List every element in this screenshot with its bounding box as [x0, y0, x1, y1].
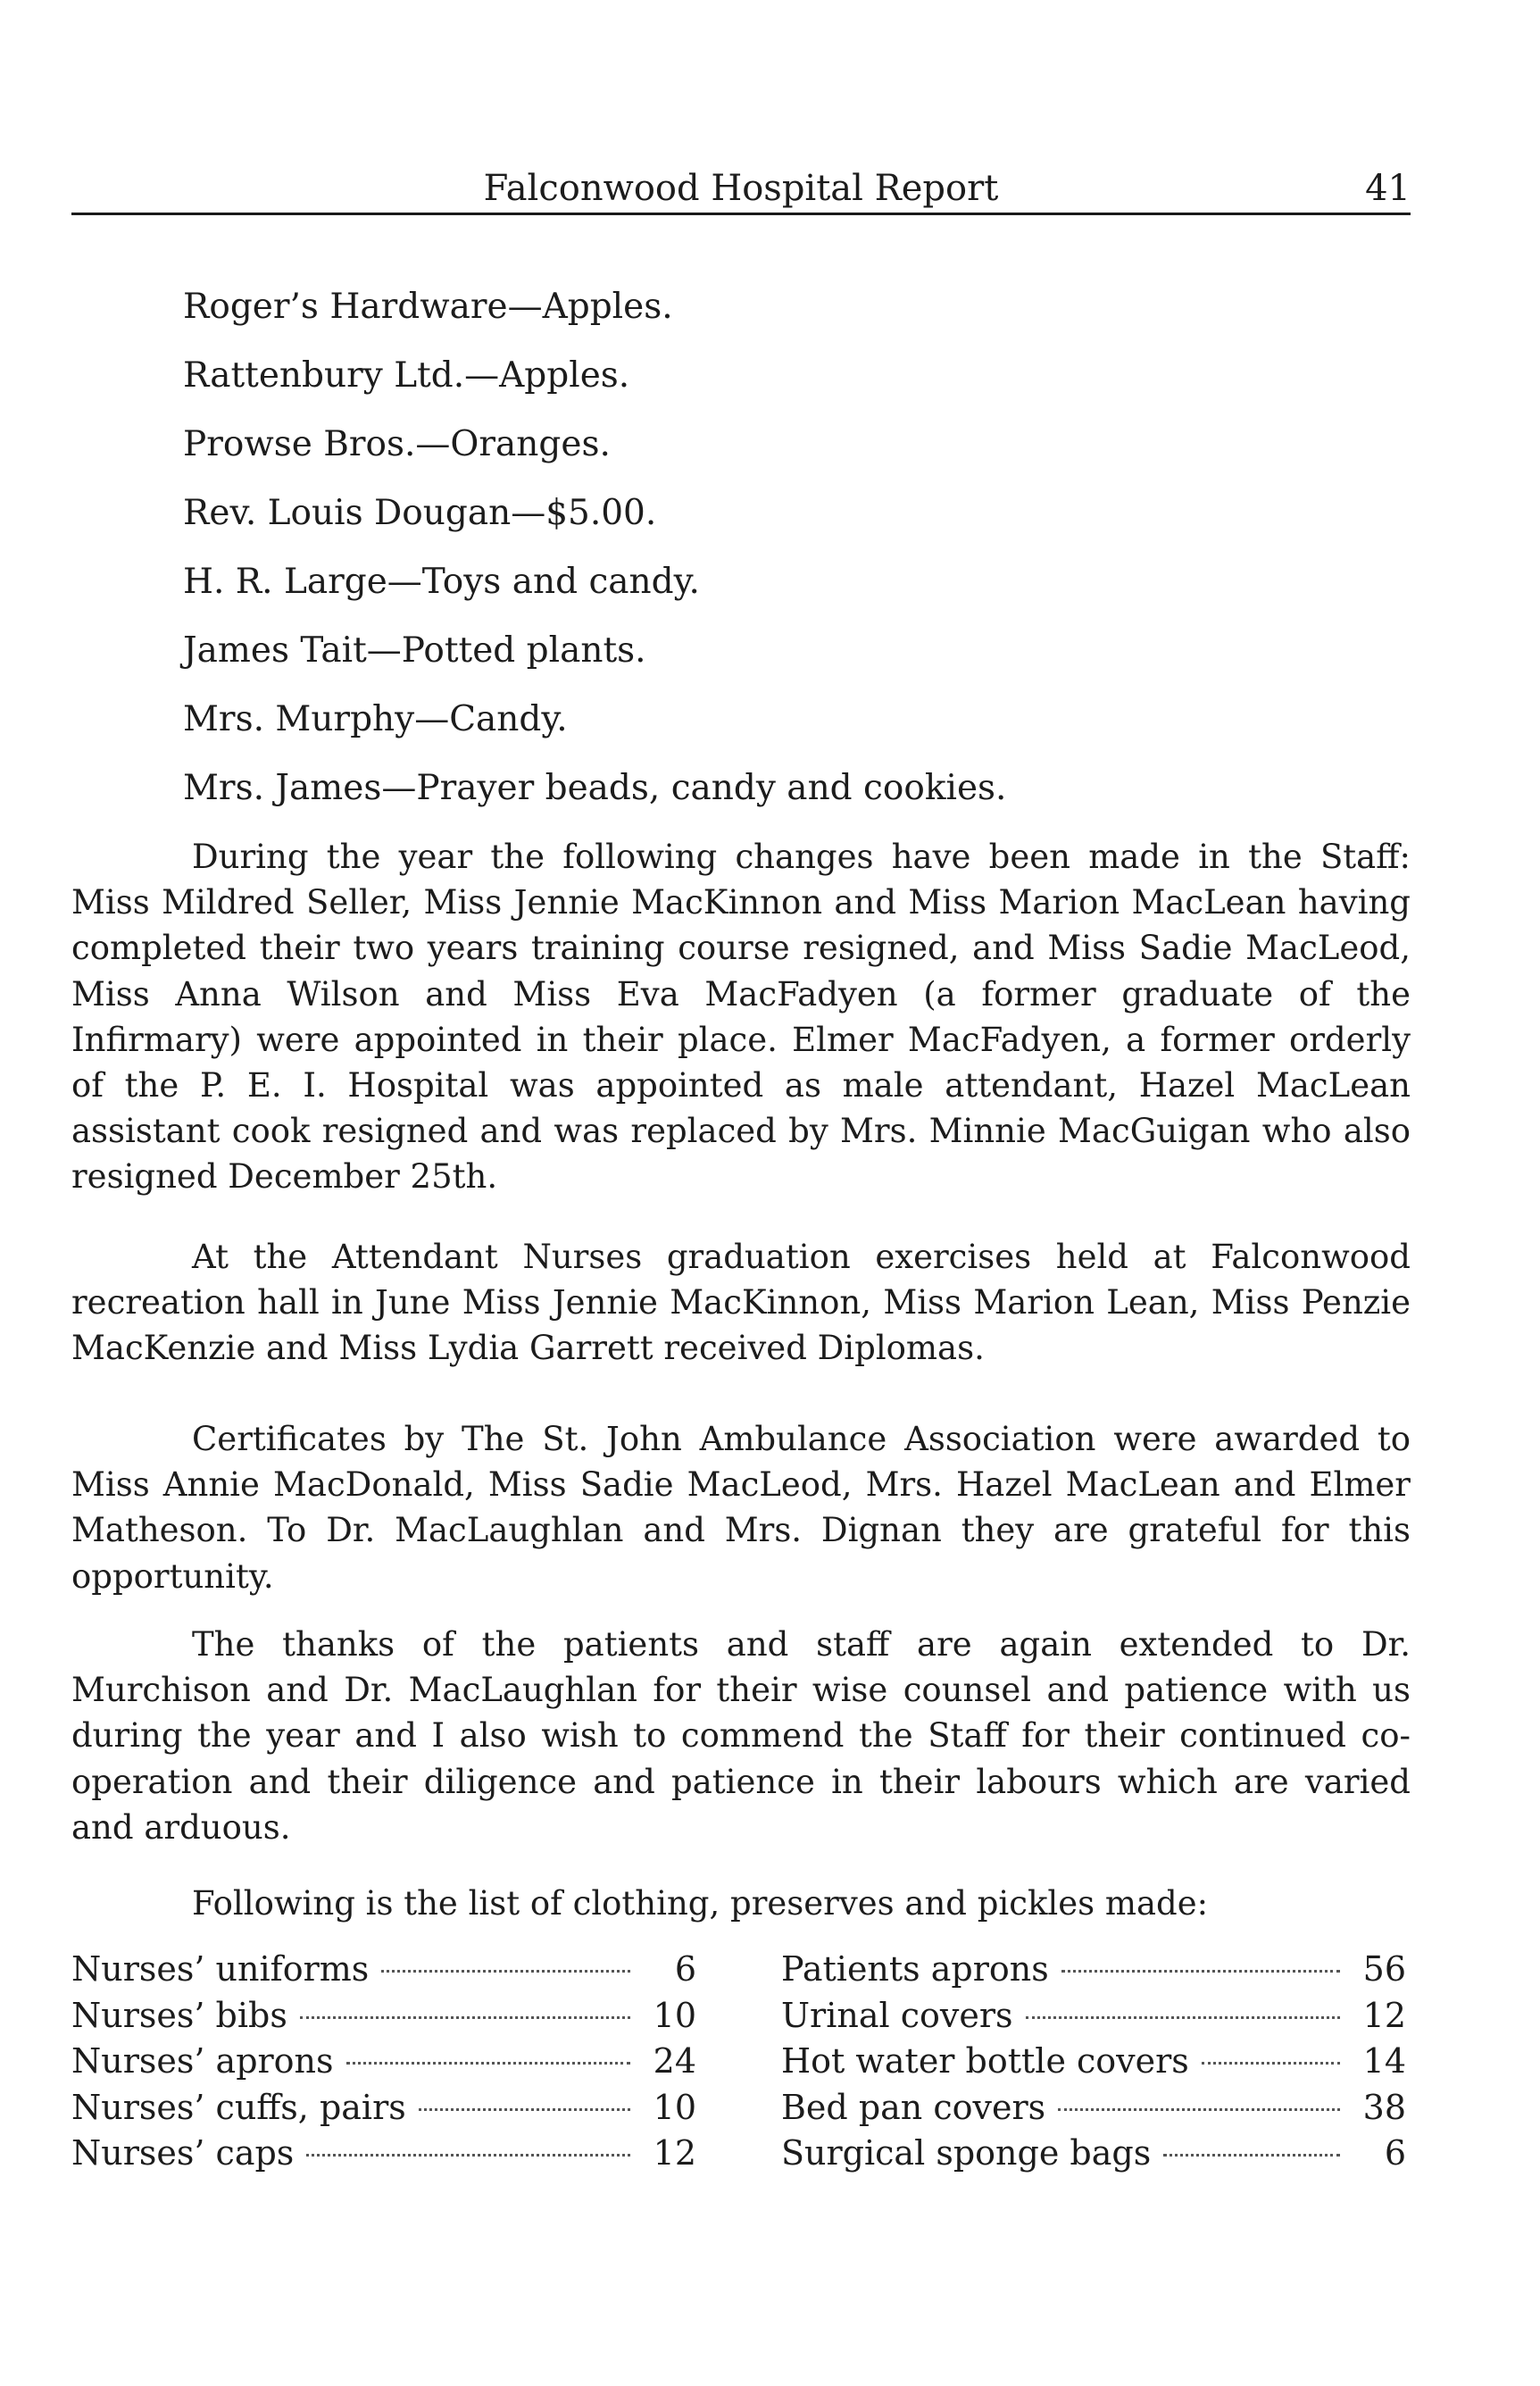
item-label: Patients aprons [781, 1949, 1049, 1989]
item-label: Surgical sponge bags [781, 2133, 1152, 2173]
list-item [71, 2039, 696, 2085]
list-item [71, 2085, 696, 2132]
list-item [71, 2131, 696, 2177]
clothing-list-left [71, 1947, 696, 2177]
donation-item: James Tait—Potted plants. [183, 630, 646, 671]
item-quantity: 12 [653, 2133, 696, 2173]
list-intro-paragraph: Following is the list of clothing, preserves and pickles made: [192, 1884, 1209, 1923]
item-quantity: 38 [1362, 2087, 1406, 2127]
item-quantity: 10 [653, 1995, 696, 2035]
item-label: Hot water bottle covers [781, 2041, 1189, 2081]
leader-dots [381, 1970, 630, 1973]
graduation-paragraph: At the Attendant Nurses graduation exercises held at Falconwood recreation hall in June Miss Jennie MacKinnon, Miss Marion Lean, Miss Penzie MacKenzie and Miss Lydia Garrett received Diplomas. [71, 1238, 1411, 1368]
clothing-list-right [781, 1947, 1406, 2177]
list-item [781, 1993, 1406, 2040]
page-number: 41 [1365, 168, 1411, 209]
thanks-paragraph: The thanks of the patients and staff are again extended to Dr. Murchison and Dr. MacLaughlan for their wise counsel and patience with us during the year and I also wish to commend the Staff for their continued co-operation and their diligence and patience in their labours which are varied and arduous. [71, 1625, 1411, 1847]
item-quantity: 24 [653, 2041, 696, 2081]
list-item [781, 1947, 1406, 1993]
running-title: Falconwood Hospital Report [483, 168, 999, 209]
leader-dots [346, 2062, 630, 2065]
item-label: Nurses’ aprons [71, 2041, 334, 2081]
leader-dots [306, 2154, 630, 2157]
donation-item: Mrs. James—Prayer beads, candy and cookies. [183, 768, 1007, 808]
list-item [781, 2131, 1406, 2177]
donation-item: Mrs. Murphy—Candy. [183, 699, 568, 739]
list-item [781, 2085, 1406, 2132]
item-label: Urinal covers [781, 1995, 1013, 2035]
item-label: Nurses’ bibs [71, 1995, 287, 2035]
item-label: Nurses’ caps [71, 2133, 295, 2173]
donations-list [183, 284, 1344, 834]
certificates-paragraph: Certificates by The St. John Ambulance Association were awarded to Miss Annie MacDonald, Miss Sadie MacLeod, Mrs. Hazel MacLean and Elmer Matheson. To Dr. MacLaughlan and Mrs. Dignan they are grateful for this opportunity. [71, 1420, 1411, 1596]
leader-dots [1163, 2154, 1340, 2157]
donation-item: H. R. Large—Toys and candy. [183, 562, 700, 602]
item-quantity: 6 [1384, 2133, 1406, 2173]
page-header [71, 166, 1411, 215]
item-label: Nurses’ uniforms [71, 1949, 370, 1989]
item-label: Bed pan covers [781, 2087, 1046, 2127]
item-label: Nurses’ cuffs, pairs [71, 2087, 406, 2127]
list-item [71, 1993, 696, 2040]
donation-item: Prowse Bros.—Oranges. [183, 424, 611, 464]
item-quantity: 56 [1362, 1949, 1406, 1989]
item-quantity: 12 [1362, 1995, 1406, 2035]
leader-dots [1026, 2016, 1341, 2019]
list-item [781, 2039, 1406, 2085]
item-quantity: 6 [674, 1949, 696, 1989]
leader-dots [1058, 2108, 1340, 2111]
staff-changes-paragraph: During the year the following changes have been made in the Staff: Miss Mildred Seller, Miss Jennie MacKinnon and Miss Marion MacLean having completed their two years training course resigned, and Miss Sadie MacLeod, Miss Anna Wilson and Miss Eva MacFadyen (a former graduate of the Infirmary) were appointed in their place. Elmer MacFadyen, a former orderly of the P. E. I. Hospital was appointed as male attendant, Hazel MacLean assistant cook resigned and was replaced by Mrs. Minnie MacGuigan who also resigned December 25th. [71, 838, 1411, 1197]
donation-item: Rev. Louis Dougan—$5.00. [183, 493, 657, 533]
item-quantity: 14 [1362, 2041, 1406, 2081]
list-item [71, 1947, 696, 1993]
item-quantity: 10 [653, 2087, 696, 2127]
leader-dots [300, 2016, 630, 2019]
leader-dots [419, 2108, 630, 2111]
leader-dots [1202, 2062, 1340, 2065]
donation-item: Roger’s Hardware—Apples. [183, 287, 673, 327]
donation-item: Rattenbury Ltd.—Apples. [183, 355, 630, 396]
leader-dots [1061, 1970, 1340, 1973]
